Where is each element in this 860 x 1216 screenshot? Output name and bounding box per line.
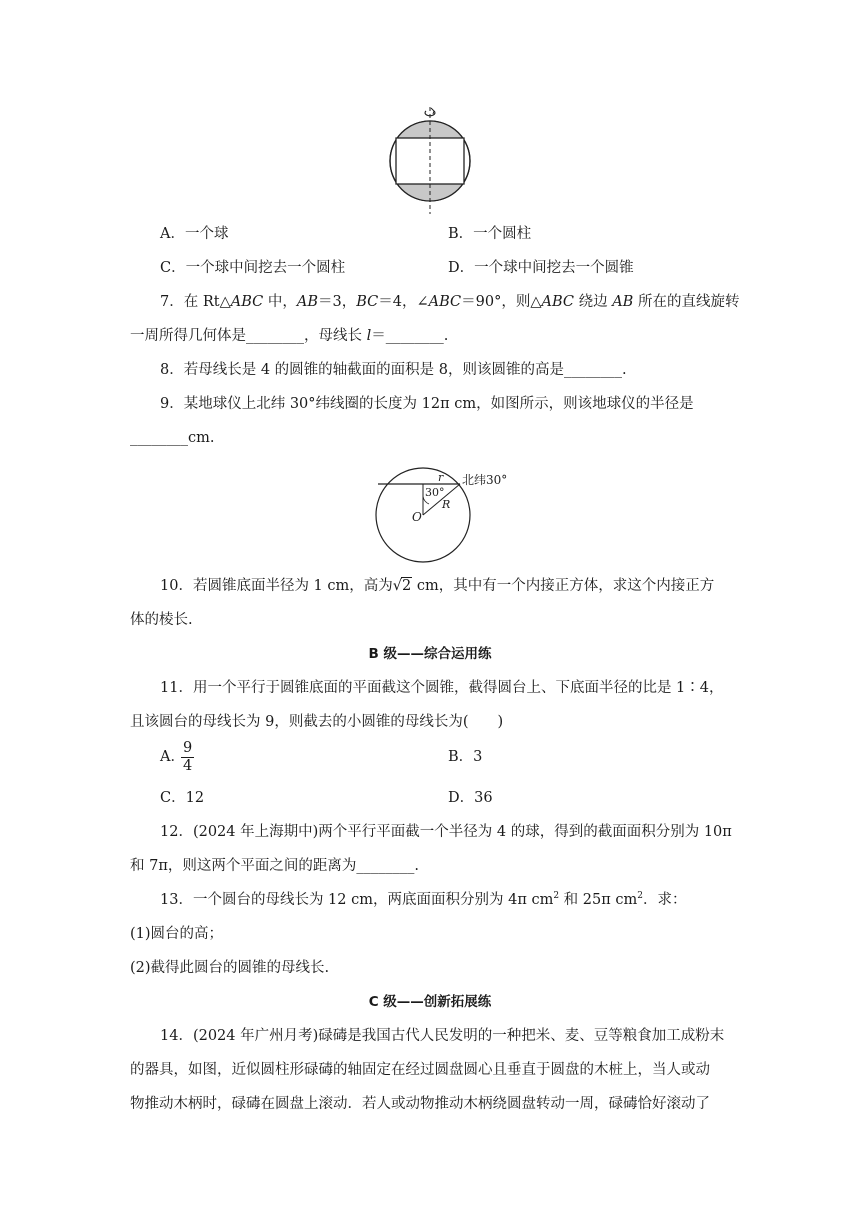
q6-figure — [380, 104, 480, 219]
q13-line1: 13．一个圆台的母线长为 12 cm，两底面面积分别为 4π $cm^2$ 和 25π $cm^2$．求： — [160, 891, 687, 908]
q13-part2: (2)截得此圆台的圆锥的母线长. — [130, 960, 330, 976]
q11-line2: 且该圆台的母线长为 9，则截去的小圆锥的母线长为( ) — [130, 714, 504, 730]
q11-option-a: A． $\frac{9}{4}$ — [160, 739, 193, 774]
q8-text: 8．若母线长是 4 的圆锥的轴截面的面积是 8，则该圆锥的高是________. — [160, 362, 627, 378]
q11-line1: 11．用一个平行于圆锥底面的平面截这个圆锥，截得圆台上、下底面半径的比是 1∶4， — [160, 680, 724, 696]
q9-line1: 9．某地球仪上北纬 30°纬线圈的长度为 12π cm，如图所示，则该地球仪的半径是 — [160, 396, 694, 412]
q14-line3: 物推动木柄时，碌碡在圆盘上滚动．若人或动物推动木柄绕圆盘转动一周，碌碡恰好滚动了 — [130, 1096, 710, 1112]
q7-line1: 7．在 Rt△ABC 中，AB＝3，BC＝4，∠ABC＝90°，则△ABC 绕边 AB 所在的直线旋转 — [160, 294, 740, 310]
q9-fig-O: O — [412, 510, 422, 524]
q12-line1: 12．(2024 年上海期中)两个平行平面截一个半径为 4 的球，得到的截面面积分别为 10π — [160, 824, 732, 840]
q9-fig-angle: 30° — [425, 486, 445, 499]
q9-fig-r: r — [438, 471, 444, 484]
q9-figure — [370, 466, 530, 566]
q9-fig-R: R — [442, 498, 451, 511]
q10-line1: 10．若圆锥底面半径为 1 cm，高为√2 cm，其中有一个内接正方体，求这个内接正方 — [160, 578, 715, 594]
q11-option-d: D．36 — [448, 790, 493, 806]
q10-sqrt: 2 — [402, 578, 412, 594]
q14-line1: 14．(2024 年广州月考)碌碡是我国古代人民发明的一种把米、麦、豆等粮食加工成粉末 — [160, 1028, 725, 1044]
q9-fig-lat: 北纬30° — [462, 473, 508, 487]
q11-option-b: B．3 — [448, 749, 483, 765]
q6-option-d: D．一个球中间挖去一个圆锥 — [448, 260, 634, 276]
q13-part1: (1)圆台的高； — [130, 926, 224, 942]
q7-line2: 一周所得几何体是________，母线长 l＝________. — [130, 328, 449, 344]
section-c-heading: C 级——创新拓展练 — [368, 994, 492, 1010]
q6-option-a: A．一个球 — [160, 226, 229, 242]
q6-option-b: B．一个圆柱 — [448, 226, 532, 242]
section-b-heading: B 级——综合运用练 — [368, 646, 492, 662]
q12-line2: 和 7π，则这两个平面之间的距离为________. — [130, 858, 419, 874]
q11-option-c: C．12 — [160, 790, 205, 806]
q14-line2: 的器具，如图，近似圆柱形碌碡的轴固定在经过圆盘圆心且垂直于圆盘的木桩上，当人或动 — [130, 1062, 710, 1078]
q10-line2: 体的棱长. — [130, 612, 193, 628]
q6-option-c: C．一个球中间挖去一个圆柱 — [160, 260, 346, 276]
q9-line2: ________cm. — [130, 430, 215, 446]
